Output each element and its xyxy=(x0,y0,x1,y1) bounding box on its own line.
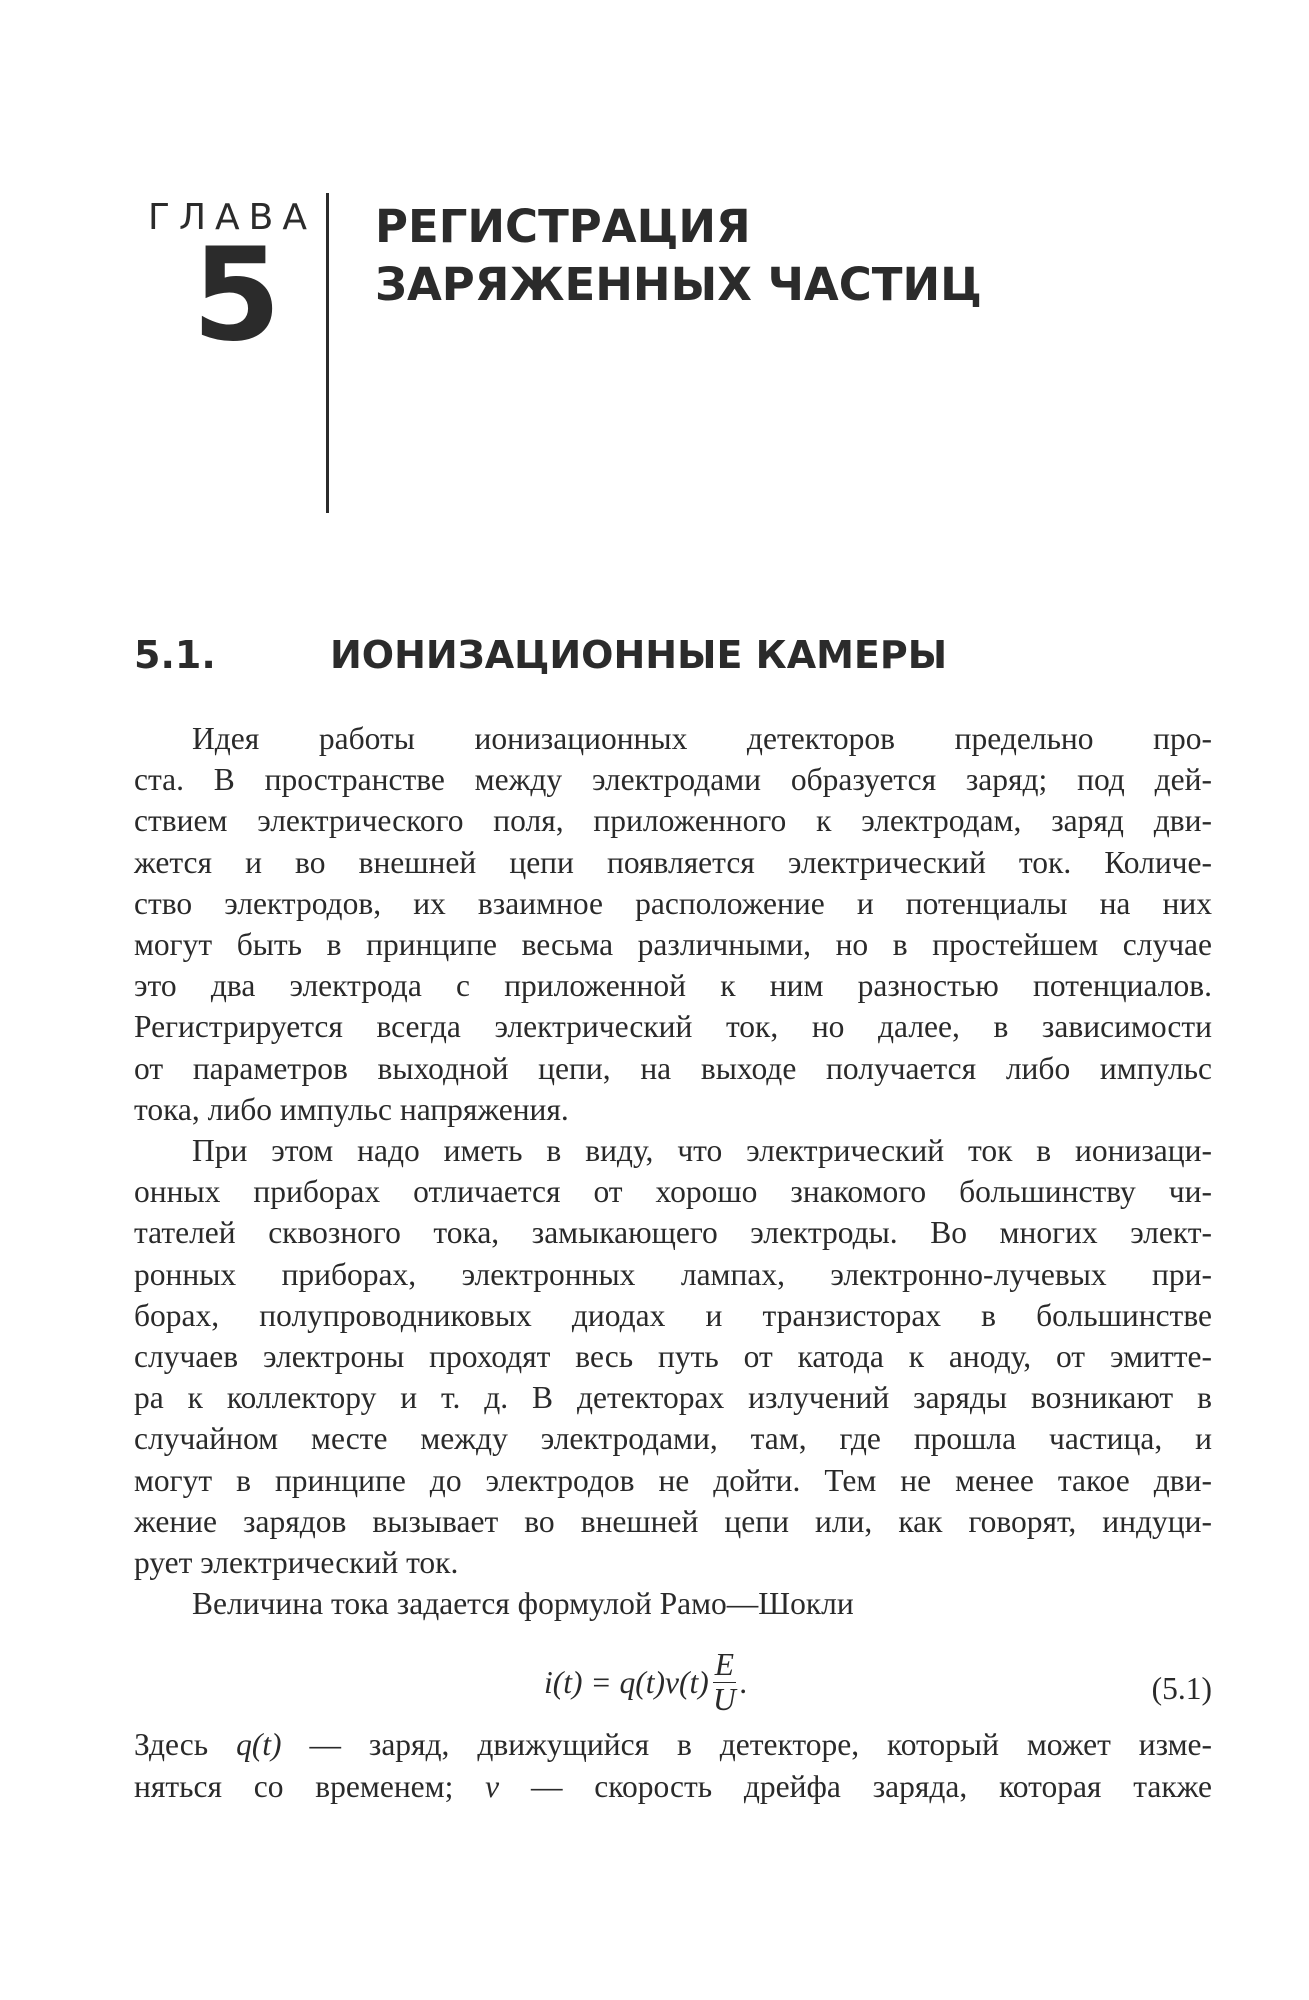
text-fragment: Здесь xyxy=(134,1727,237,1763)
chapter-title xyxy=(375,198,1275,314)
text-line xyxy=(134,1766,1212,1807)
text-line: рует электрический ток. xyxy=(134,1545,459,1581)
text-line: могут в принципе до электродов не дойти. Тем не менее такое дви- xyxy=(134,1462,1212,1498)
formula-numerator: E xyxy=(714,1647,734,1683)
text-line: тателей сквозного тока, замыкающего электроды. Во многих элект- xyxy=(134,1215,1212,1251)
paragraph-4 xyxy=(134,1724,1212,1806)
formula-fraction xyxy=(713,1648,736,1717)
chapter-divider xyxy=(326,193,329,513)
formula-lhs: i(t) = q(t)v(t) xyxy=(544,1665,709,1701)
section-number: 5.1. xyxy=(134,633,216,677)
paragraph-2 xyxy=(134,1130,1212,1583)
text-line: ра к коллектору и т. д. В детекторах излучений заряды возникают в xyxy=(134,1380,1212,1416)
text-line: жется и во внешней цепи появляется электрический ток. Количе- xyxy=(134,844,1212,880)
text-line: онных приборах отличается от хорошо знакомого большинству чи- xyxy=(134,1174,1212,1210)
text-line: случайном месте между электродами, там, где прошла частица, и xyxy=(134,1421,1212,1457)
text-line: это два электрода с приложенной к ним разностью потенциалов. xyxy=(134,968,1212,1004)
formula-denominator: U xyxy=(712,1682,736,1718)
text-line: от параметров выходной цепи, на выходе получается либо импульс xyxy=(134,1050,1212,1086)
text-line: жение зарядов вызывает во внешней цепи или, как говорят, индуци- xyxy=(134,1503,1212,1539)
variable-q: q(t) xyxy=(236,1727,282,1763)
formula-block xyxy=(134,1624,1212,1724)
text-line: Регистрируется всегда электрический ток, но далее, в зависимости xyxy=(134,1009,1212,1045)
section-title: ИОНИЗАЦИОННЫЕ КАМЕРЫ xyxy=(330,633,948,677)
text-line xyxy=(134,1724,1212,1765)
text-fragment: — скорость дрейфа заряда, которая также xyxy=(499,1768,1212,1804)
formula-period: . xyxy=(739,1665,748,1701)
text-line: ство электродов, их взаимное расположение и потенциалы на них xyxy=(134,885,1212,921)
text-line: ствием электрического поля, приложенного к электродам, заряд дви- xyxy=(134,803,1212,839)
paragraph-3 xyxy=(134,1583,1212,1624)
paragraph-1 xyxy=(134,718,1212,1130)
text-fragment: — заряд, движущийся в детекторе, который может изме- xyxy=(281,1727,1213,1763)
chapter-label: ГЛАВА xyxy=(148,197,316,238)
chapter-number: 5 xyxy=(192,221,282,370)
variable-v: v xyxy=(485,1768,500,1804)
text-fragment: няться со временем; xyxy=(134,1768,486,1804)
text-line: борах, полупроводниковых диодах и транзисторах в большинстве xyxy=(134,1297,1212,1333)
chapter-title-line: ЗАРЯЖЕННЫХ ЧАСТИЦ xyxy=(375,258,982,311)
body-text xyxy=(134,718,1212,1807)
text-line: Величина тока задается формулой Рамо—Шокли xyxy=(192,1586,854,1622)
text-line: тока, либо импульс напряжения. xyxy=(134,1091,569,1127)
formula-number: (5.1) xyxy=(1151,1671,1212,1707)
text-line: ста. В пространстве между электродами образуется заряд; под дей- xyxy=(134,762,1212,798)
chapter-title-line: РЕГИСТРАЦИЯ xyxy=(375,200,751,253)
text-line: ронных приборах, электронных лампах, электронно-лучевых при- xyxy=(134,1256,1212,1292)
text-line: могут быть в принципе весьма различными, но в простейшем случае xyxy=(134,927,1212,963)
text-line: Идея работы ионизационных детекторов предельно про- xyxy=(192,721,1212,756)
text-line: случаев электроны проходят весь путь от катода к аноду, от эмитте- xyxy=(134,1339,1212,1375)
ramo-shockley-formula xyxy=(544,1648,748,1717)
text-line: При этом надо иметь в виду, что электрический ток в ионизаци- xyxy=(192,1133,1212,1169)
